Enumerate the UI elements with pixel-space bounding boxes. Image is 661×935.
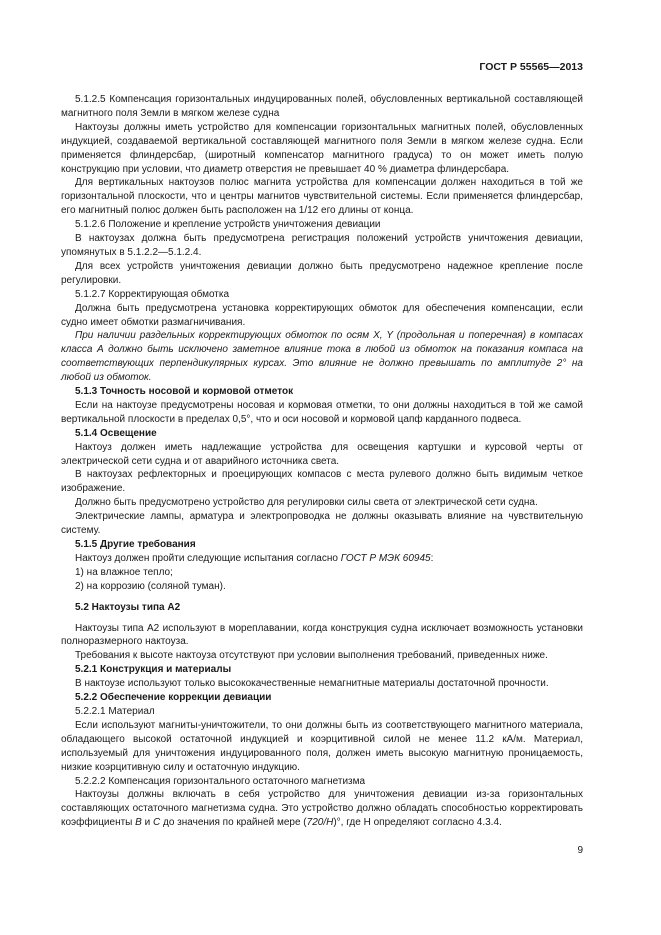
paragraph-text: )°, где Н определяют согласно 4.3.4. [333,817,502,829]
paragraph: В нактоузе используют только высококачественные немагнитные материалы достаточной прочности. [75,678,549,690]
paragraph: В нактоузах должна быть предусмотрена регистрация положений устройств уничтожения девиации, упомянутых в 5.1.2.2—5.1.2.4. [61,233,583,258]
paragraph: Нактоуз должен иметь надлежащие устройства для освещения картушки и курсовой черты от электрической сети судна и от аварийного источника света. [61,441,583,467]
paragraph: Должно быть предусмотрено устройство для регулировки силы света от электрической сети судна. [75,497,538,509]
paragraph-text: до значения по крайней мере ( [160,817,307,829]
page-number: 9 [577,845,583,856]
section-heading: 5.2.2 Обеспечение коррекции девиации [75,692,272,704]
section-heading: 5.2.1 Конструкция и материалы [75,664,232,676]
paragraph-text: : [430,552,434,564]
section-heading: 5.1.4 Освещение [75,427,157,439]
paragraph: Если на нактоузе предусмотрены носовая и кормовая отметки, то они должны находиться в той же самой вертикальной плоскости в пределах 0,5°, что и оси носовой и кормовой цапф карданного подвеса. [61,399,583,425]
paragraph-text: и [141,817,153,829]
paragraph: В нактоузах рефлекторных и проецирующих компасов с места рулевого должно быть видимым четкое изображение. [61,469,583,495]
formula: 720/H [306,817,334,829]
section-heading: 5.1.5 Другие требования [75,539,196,550]
paragraph: Для вертикальных нактоузов полюс магнита устройства для компенсации должен находиться в той же горизонтальной плоскости, что и центры магнитов чувствительной системы. Если применяется флиндерсбар, его магнитный полюс должен быть расположен на 1/12 его длины от конца. [61,177,583,217]
paragraph: Нактоузы должны иметь устройство для компенсации горизонтальных магнитных полей, обусловленных индукцией, создаваемой вертикальной составляющей магнитного поля Земли в мягком железе судна. Если применяется флиндерсбар, (широтный компенсатор магнитного градуса) то он может иметь полую конструкцию при условии, что диаметр отверстия не превышает 40 % диаметра флиндерсбара. [61,121,583,175]
paragraph: Для всех устройств уничтожения девиации должно быть предусмотрено надежное крепление после регулировки. [61,260,583,286]
document-header: ГОСТ Р 55565—2013 [479,61,583,73]
coefficient-b: В [135,817,142,829]
paragraph [61,788,583,830]
paragraph: Нактоузы типа А2 используют в мореплавании, когда конструкция судна исключает возможность установки полноразмерного нактоуза. [61,622,583,648]
paragraph-text: Нактоуз должен пройти следующие испытания согласно [75,552,341,564]
paragraph: 5.2.2.2 Компенсация горизонтального остаточного магнетизма [75,775,366,787]
section-heading: 5.1.3 Точность носовой и кормовой отметок [75,386,294,398]
paragraph: 5.1.2.5 Компенсация горизонтальных индуцированных полей, обусловленных вертикальной составляющей магнитного поля Земли в мягком железе судна [61,94,583,119]
list-item: 2) на коррозию (соляной туман). [75,580,226,592]
section-heading: 5.2 Нактоузы типа А2 [75,601,181,613]
paragraph [61,552,583,566]
document-body [61,93,583,830]
standard-reference: ГОСТ Р МЭК 60945 [340,552,431,564]
paragraph-text: Нактоузы должны включать в себя устройство для уничтожения девиации из-за горизонтальных составляющих остаточного магнетизма судна. Это устройство должно обладать способностью корректировать коэффициенты [61,789,583,829]
paragraph: Должна быть предусмотрена установка корректирующих обмоток для обеспечения компенсации, если судно имеет обмотки размагничивания. [61,302,583,328]
paragraph: Если используют магниты-уничтожители, то они должны быть из соответствующего магнитного материала, обладающего высокой остаточной индукцией и коэрцитивной силой не менее 11.2 кА/м. Материал, используемый для уничтожения индуцированного поля, должен иметь высокую магнитную проницаемость, низкие коэрцитивную силу и остаточную индукцию. [61,719,583,773]
paragraph: 5.1.2.6 Положение и крепление устройств уничтожения девиации [75,219,381,231]
paragraph: Требования к высоте нактоуза отсутствуют при условии выполнения требований, приведенных ниже. [75,650,548,662]
paragraph: Электрические лампы, арматура и электропроводка не должны оказывать влияние на чувствительную систему. [61,511,583,537]
note-paragraph: При наличии раздельных корректирующих обмоток по осям X, Y (продольная и поперечная) в компасах класса А должно быть исключено заметное влияние тока в любой из обмоток на показания компаса на соответствующих перпендикулярных курсах. Это влияние не должно превышать по амплитуде 2° на любой из обмоток. [61,330,583,384]
paragraph: 5.2.2.1 Материал [75,705,155,717]
coefficient-c: С [152,817,161,829]
list-item: 1) на влажное тепло; [75,566,173,578]
paragraph: 5.1.2.7 Корректирующая обмотка [75,288,230,300]
